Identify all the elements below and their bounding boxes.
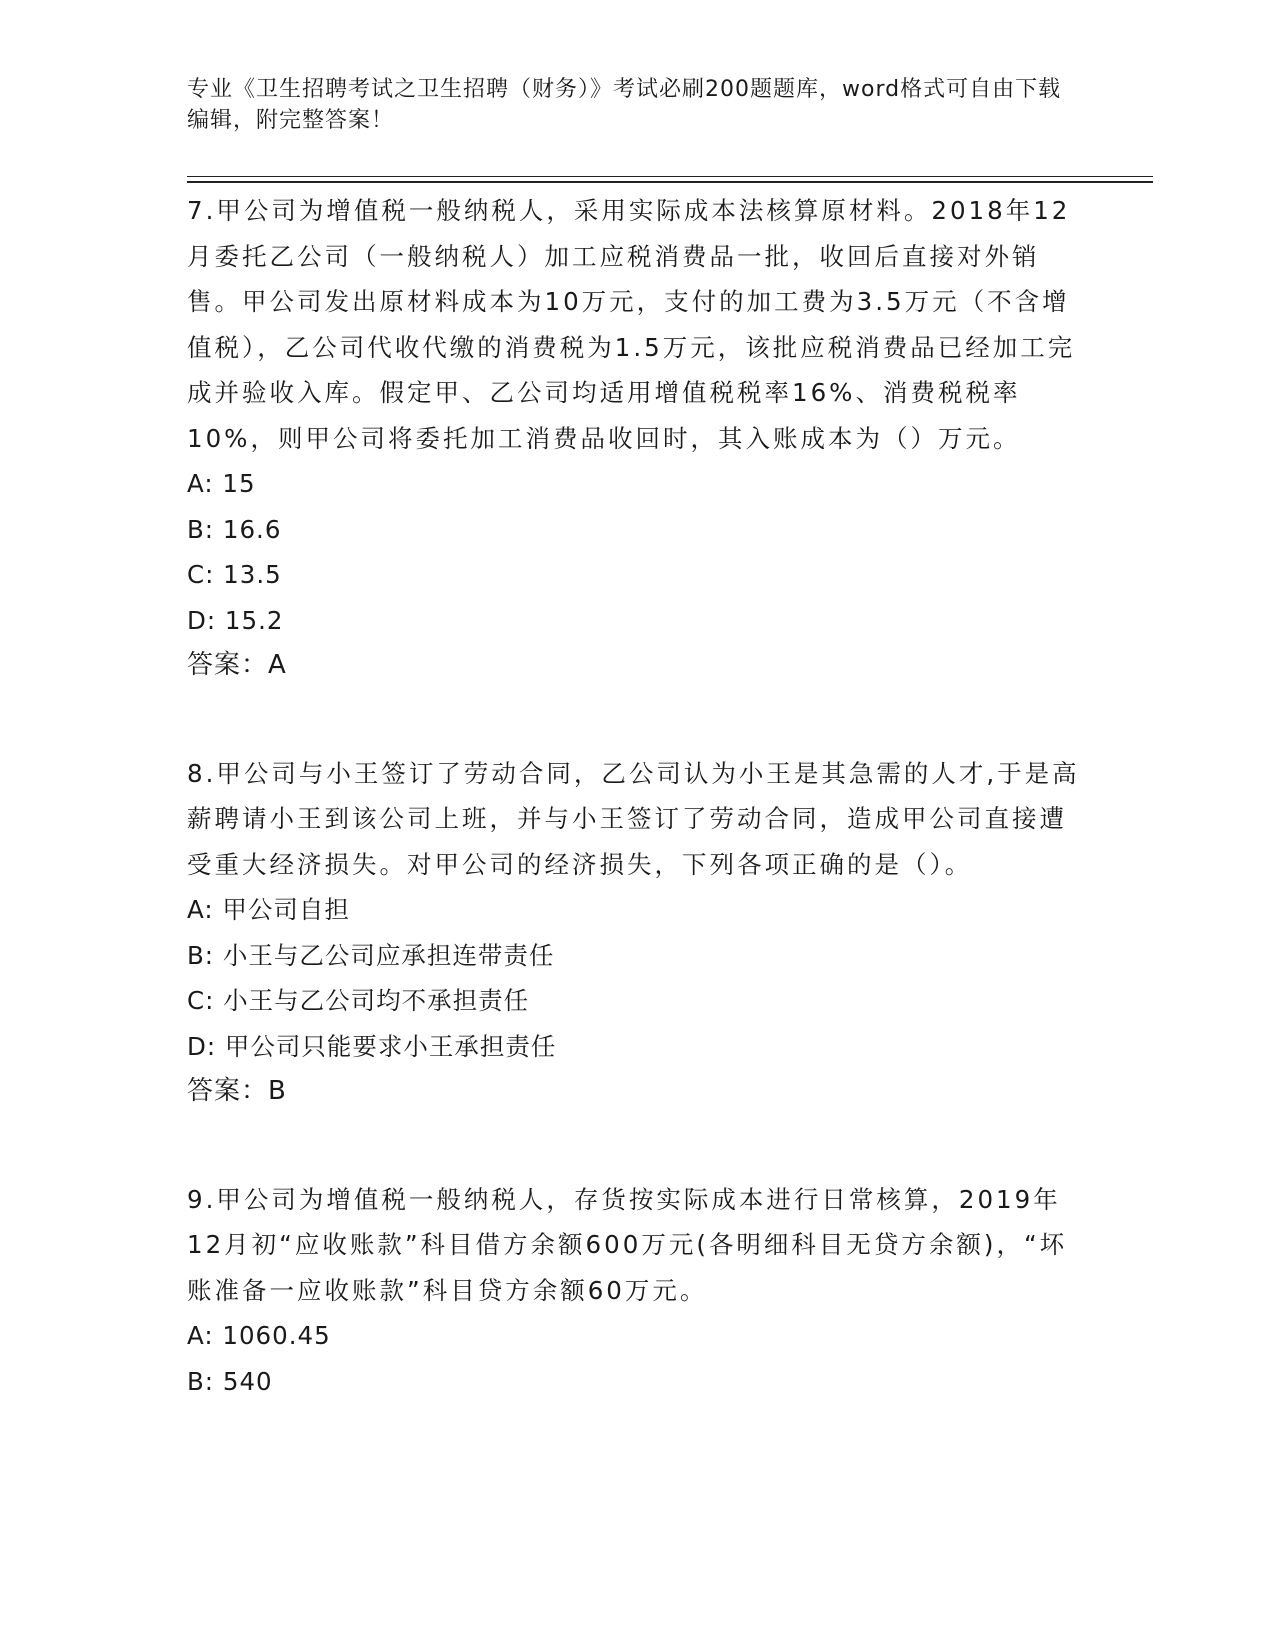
option-d: D: 甲公司只能要求小王承担责任 (187, 1031, 557, 1061)
option-b: B: 540 (187, 1366, 273, 1396)
document-header (187, 74, 1067, 136)
question-stem: 7.甲公司为增值税一般纳税人，采用实际成本法核算原材料。2018年12月委托乙公司（一般纳税人）加工应税消费品一批，收回后直接对外销售。甲公司发出原材料成本为10万元，支付的加工费为3.5万元（不含增值税），乙公司代收代缴的消费税为1.5万元，该批应税消费品已经加工完成并验收入库。假定甲、乙公司均适用增值税税率16%、消费税税率10%，则甲公司将委托加工消费品收回时，其入账成本为（）万元。 (187, 196, 1076, 453)
question-spacer (187, 1115, 1087, 1177)
question-7 (187, 188, 1087, 689)
header-divider-thin (187, 176, 1153, 177)
question-stem: 9.甲公司为增值税一般纳税人，存货按实际成本进行日常核算，2019年12月初“应收账款”科目借方余额600万元(各明细科目无贷方余额)，“坏账准备一应收账款”科目贷方余额60万元。 (187, 1184, 1068, 1305)
option-c: C: 13.5 (187, 560, 282, 589)
header-title: 专业《卫生招聘考试之卫生招聘（财务）》考试必刷200题题库，word格式可自由下载编辑，附完整答案！ (187, 77, 1062, 133)
option-b: B: 小王与乙公司应承担连带责任 (187, 940, 555, 970)
header-divider-thick (187, 181, 1153, 183)
question-list (187, 188, 1087, 1404)
option-a: A: 甲公司自担 (187, 895, 350, 924)
question-9 (187, 1177, 1087, 1405)
option-a: A: 15 (187, 469, 256, 498)
option-b: B: 16.6 (187, 514, 282, 544)
answer-line: 答案：A (187, 650, 287, 680)
answer-line: 答案：B (187, 1076, 287, 1106)
option-c: C: 小王与乙公司均不承担责任 (187, 986, 530, 1015)
option-a: A: 1060.45 (187, 1321, 331, 1350)
question-8 (187, 751, 1087, 1115)
option-d: D: 15.2 (187, 605, 284, 635)
question-stem: 8.甲公司与小王签订了劳动合同，乙公司认为小王是其急需的人才,于是高薪聘请小王到该公司上班，并与小王签订了劳动合同，造成甲公司直接遭受重大经济损失。对甲公司的经济损失，下列各项正确的是（）。 (187, 758, 1080, 879)
question-spacer (187, 689, 1087, 751)
